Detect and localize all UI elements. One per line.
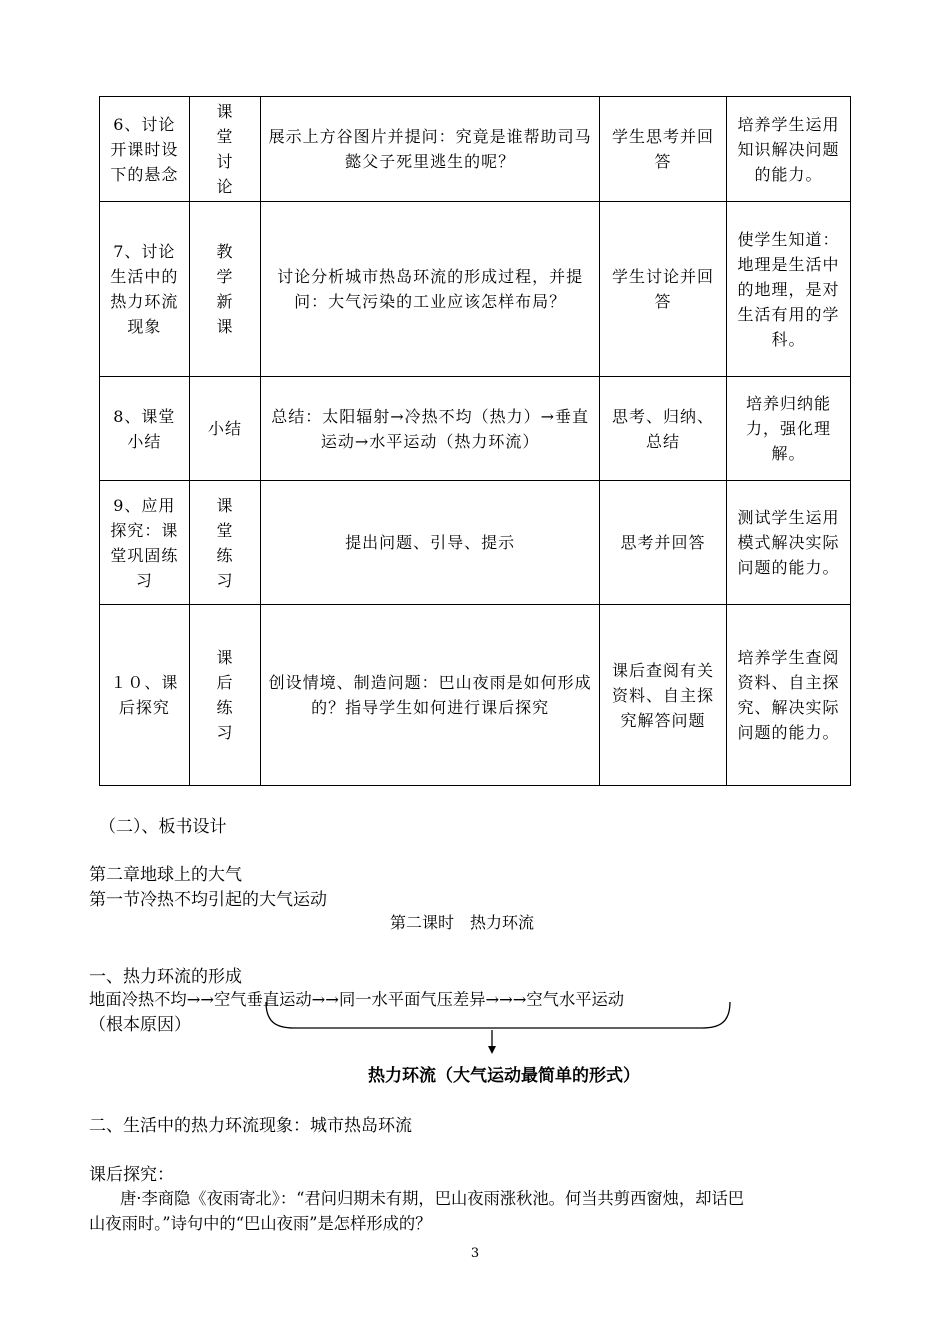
step-cell: 8、课堂小结 bbox=[100, 377, 190, 481]
student-cell: 学生讨论并回答 bbox=[599, 202, 726, 377]
part1-heading: 一、热力环流的形成 bbox=[89, 967, 242, 987]
page-number: 3 bbox=[470, 1246, 480, 1261]
student-cell: 思考、归纳、总结 bbox=[599, 377, 726, 481]
activity-cell: 提出问题、引导、提示 bbox=[261, 481, 600, 605]
mode-cell: 教学新课 bbox=[189, 202, 261, 377]
table-row bbox=[100, 481, 851, 605]
lesson-title: 第二课时 热力环流 bbox=[390, 913, 535, 932]
mode-cell: 课后练习 bbox=[189, 605, 261, 786]
goal-cell: 培养学生查阅资料、自主探究、解决实际问题的能力。 bbox=[726, 605, 850, 786]
homework-heading: 课后探究： bbox=[89, 1165, 174, 1185]
lesson-plan-table bbox=[99, 96, 851, 786]
flow-note: （根本原因） bbox=[89, 1015, 191, 1035]
section-title: 第一节冷热不均引起的大气运动 bbox=[89, 890, 327, 910]
goal-cell: 测试学生运用模式解决实际问题的能力。 bbox=[726, 481, 850, 605]
goal-cell: 培养学生运用知识解决问题的能力。 bbox=[726, 97, 850, 202]
student-cell: 思考并回答 bbox=[599, 481, 726, 605]
goal-cell: 使学生知道：地理是生活中的地理，是对生活有用的学科。 bbox=[726, 202, 850, 377]
homework-line: 山夜雨时。”诗句中的“巴山夜雨”是怎样形成的？ bbox=[89, 1214, 432, 1233]
table-row bbox=[100, 377, 851, 481]
student-cell: 课后查阅有关资料、自主探究解答问题 bbox=[599, 605, 726, 786]
activity-cell: 讨论分析城市热岛环流的形成过程，并提问：大气污染的工业应该怎样布局？ bbox=[261, 202, 600, 377]
section-heading: （二）、板书设计 bbox=[99, 817, 227, 837]
mode-cell: 课堂讨论 bbox=[189, 97, 261, 202]
activity-cell: 展示上方谷图片并提问：究竟是谁帮助司马懿父子死里逃生的呢？ bbox=[261, 97, 600, 202]
step-cell: 9、应用探究：课堂巩固练习 bbox=[100, 481, 190, 605]
activity-cell: 创设情境、制造问题：巴山夜雨是如何形成的？指导学生如何进行课后探究 bbox=[261, 605, 600, 786]
homework-line: 唐·李商隐《夜雨寄北》：“君问归期未有期，巴山夜雨涨秋池。何当共剪西窗烛，却话巴 bbox=[120, 1189, 745, 1208]
part2-heading: 二、生活中的热力环流现象：城市热岛环流 bbox=[89, 1116, 412, 1136]
activity-cell: 总结：太阳辐射→冷热不均（热力）→垂直运动→水平运动（热力环流） bbox=[261, 377, 600, 481]
chapter-title: 第二章地球上的大气 bbox=[89, 865, 242, 885]
step-cell: １０、课后探究 bbox=[100, 605, 190, 786]
step-cell: 6、讨论开课时设下的悬念 bbox=[100, 97, 190, 202]
goal-cell: 培养归纳能力，强化理解。 bbox=[726, 377, 850, 481]
mode-cell: 课堂练习 bbox=[189, 481, 261, 605]
student-cell: 学生思考并回答 bbox=[599, 97, 726, 202]
table-row bbox=[100, 605, 851, 786]
mode-cell: 小结 bbox=[189, 377, 261, 481]
step-cell: 7、讨论生活中的热力环流现象 bbox=[100, 202, 190, 377]
flow-brace-arrow bbox=[264, 1000, 734, 1060]
flow-result: 热力环流（大气运动最简单的形式） bbox=[368, 1066, 640, 1086]
flow-text: 地面冷热不均→→空气垂直运动→→同一水平面气压差异→→→空气水平运动 bbox=[89, 990, 625, 1009]
table-row bbox=[100, 202, 851, 377]
table-row bbox=[100, 97, 851, 202]
